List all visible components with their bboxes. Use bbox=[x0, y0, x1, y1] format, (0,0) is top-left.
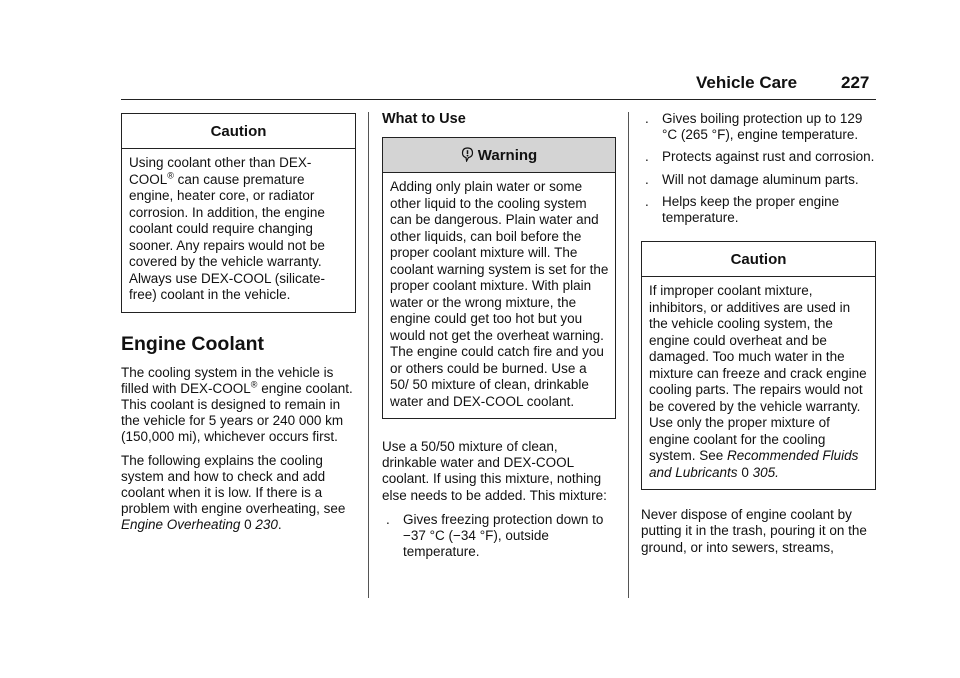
registered-mark: ® bbox=[250, 379, 258, 390]
bullet-marker: . bbox=[645, 111, 649, 126]
para1-text-2: engine coolant. This coolant is designed to remain in the vehicle for 5 years or 240 000 km (150,000 mi), whichever occurs first. bbox=[121, 380, 353, 445]
page-ref-icon: 0 bbox=[741, 464, 749, 480]
paragraph-mixture: Use a 50/50 mixture of clean, drinkable water and DEX-COOL coolant. If using this mixture, nothing else needs to be added. This mixture: bbox=[382, 439, 607, 503]
column-divider-1 bbox=[368, 112, 369, 598]
bullet-marker: . bbox=[645, 193, 649, 209]
page-ref-number[interactable]: 305 bbox=[752, 464, 776, 480]
list-item bbox=[641, 149, 876, 165]
page-ref-number[interactable]: 230 bbox=[255, 517, 278, 533]
heading-what-to-use: What to Use bbox=[382, 111, 466, 127]
caution-box-body bbox=[122, 149, 355, 312]
caution-box-coolant-type bbox=[121, 113, 356, 313]
warning-box-header bbox=[383, 138, 615, 173]
list-item bbox=[641, 111, 876, 143]
page-number: 227 bbox=[841, 73, 870, 92]
paragraph-cooling-explain bbox=[121, 453, 356, 534]
column-2 bbox=[382, 110, 616, 560]
caution-text-1: Using coolant other than DEX-COOL bbox=[129, 155, 312, 187]
column-3 bbox=[641, 110, 876, 556]
link-recommended-fluids[interactable]: Recommended Fluids and Lubricants bbox=[649, 448, 859, 480]
para2-end: . bbox=[277, 517, 282, 533]
caution-text-2: can cause premature engine, heater core, or radiator corrosion. In addition, the engine coolant could require changing sooner. Any repairs would not be covered by the vehicle warranty. Always use DEX-COOL (silicate-free) coolant in the vehicle. bbox=[129, 171, 326, 302]
warning-bubble-icon bbox=[461, 147, 474, 162]
paragraph-disposal: Never dispose of engine coolant by putting it in the trash, pouring it on the ground, or into sewers, streams, bbox=[641, 507, 867, 555]
bullet-marker: . bbox=[386, 511, 390, 527]
section-title: Vehicle Care bbox=[696, 73, 798, 92]
header-divider bbox=[121, 99, 876, 100]
caution-box-title: Caution bbox=[122, 114, 355, 149]
caution-box-mixture bbox=[641, 241, 876, 490]
caution-end: . bbox=[775, 464, 779, 480]
caution-box-body bbox=[642, 277, 875, 489]
bullet-text: Helps keep the proper engine temperature. bbox=[662, 193, 840, 226]
para2-text: The following explains the cooling system and how to check and add coolant when it is low. If there is a problem with engine overheating, see bbox=[121, 452, 346, 517]
warning-box-body: Adding only plain water or some other liquid to the cooling system can be dangerous. Plain water and other liquids, can boil before the proper coolant mixture will. The coolant warning system is set for the proper coolant mixture. With plain water or the wrong mixture, the engine could get too hot but you would not get the overheat warning. The engine could catch fire and you or others could be burned. Use a 50/ 50 mixture of clean, drinkable water and DEX-COOL coolant. bbox=[390, 179, 609, 409]
page-ref-icon: 0 bbox=[244, 517, 252, 533]
heading-engine-coolant: Engine Coolant bbox=[121, 332, 264, 355]
list-item bbox=[641, 172, 876, 188]
bullet-text: Gives freezing protection down to −37 °C (−34 °F), outside temperature. bbox=[403, 511, 604, 560]
list-item bbox=[382, 512, 616, 561]
registered-mark: ® bbox=[167, 170, 174, 180]
warning-box-title: Warning bbox=[477, 147, 538, 164]
link-engine-overheating[interactable]: Engine Overheating bbox=[121, 517, 241, 533]
page-header bbox=[0, 0, 960, 110]
caution-text: If improper coolant mixture, inhibitors, or additives are used in the vehicle cooling system, the engine could overheat and be damaged. Too much water in the mixture can freeze and crack engine cooling parts. The repairs would not be covered by the vehicle warranty. Use only the proper mixture of engine coolant for the cooling system. See bbox=[649, 283, 867, 464]
paragraph-coolant-intro bbox=[121, 365, 356, 446]
bullet-marker: . bbox=[645, 149, 649, 165]
column-divider-2 bbox=[628, 112, 629, 598]
bullet-text: Will not damage aluminum parts. bbox=[662, 171, 859, 187]
para1-text-1: The cooling system in the vehicle is filled with DEX-COOL bbox=[121, 364, 334, 396]
bullet-text: Gives boiling protection up to 129 °C (265 °F), engine temperature. bbox=[662, 111, 863, 143]
bullet-marker: . bbox=[645, 171, 649, 187]
bullet-text: Protects against rust and corrosion. bbox=[662, 149, 875, 165]
warning-box bbox=[382, 137, 616, 419]
column-1 bbox=[121, 110, 356, 534]
caution-box-title: Caution bbox=[642, 242, 875, 277]
list-item bbox=[641, 194, 876, 226]
